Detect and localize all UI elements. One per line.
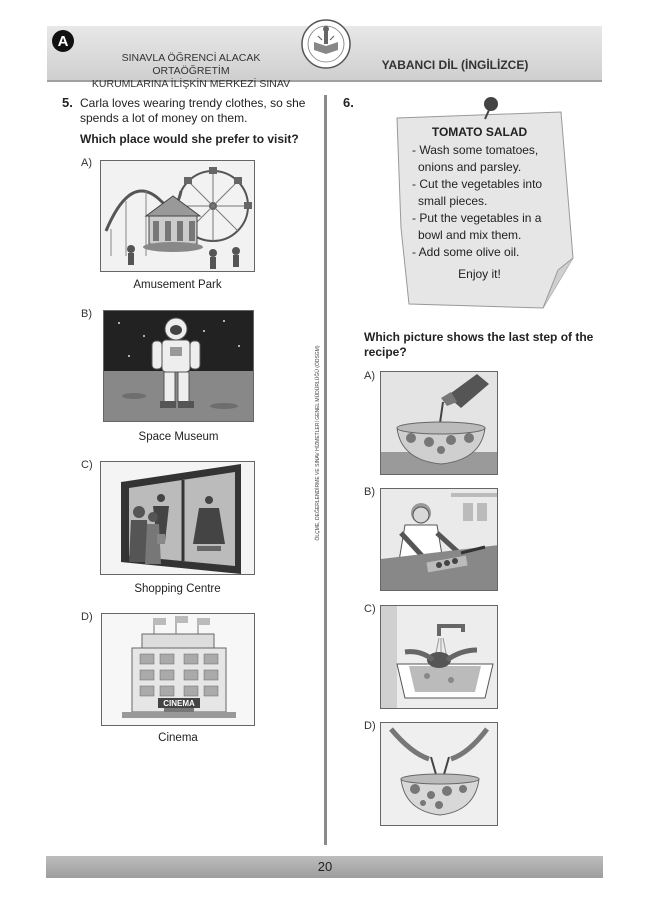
q5-option-c-caption: Shopping Centre [134,583,221,595]
q5-option-b-picture[interactable] [103,310,254,422]
q6-option-b-picture[interactable] [380,488,498,591]
shop-window-icon [101,462,255,575]
q5-question: Which place would she prefer to visit? [80,132,299,146]
q6-option-d-picture[interactable] [380,722,498,826]
q6-option-d-letter: D) [364,720,376,732]
washing-vegetables-icon [381,606,498,709]
exam-title-line2: KURUMLARINA İLİŞKİN MERKEZİ SINAV [91,78,291,90]
q5-option-c-letter: C) [81,459,93,471]
q5-option-b-caption: Space Museum [138,431,219,443]
q6-option-c-letter: C) [364,603,376,615]
page-number: 20 [317,859,333,874]
subject-title: YABANCI DİL (İNGİLİZCE) [381,58,529,72]
q6-option-a-picture[interactable] [380,371,498,475]
cinema-sign: CINEMA [163,699,195,708]
q5-option-d-picture[interactable] [101,613,255,726]
recipe-step: - Wash some tomatoes, onions and parsley. [412,143,539,174]
recipe-step: - Add some olive oil. [412,245,520,259]
chopping-vegetables-icon [381,489,498,591]
q5-text [80,96,315,126]
recipe-step: - Put the vegetables in a bowl and mix them. [412,211,542,242]
q6-option-c-picture[interactable] [380,605,498,709]
ministry-emblem-icon [300,18,352,70]
recipe-title: TOMATO SALAD [431,125,528,139]
q6-question [364,330,604,360]
q6-question-line1: Which picture shows the last step of the [364,330,594,344]
q5-text-line2: spends a lot of money on them. [80,111,248,125]
booklet-badge: A [52,30,74,52]
cinema-building-icon [102,614,255,726]
side-text [311,318,325,568]
q5-option-b-letter: B) [81,308,92,320]
pushpin-icon [480,96,502,120]
q6-question-line2: recipe? [364,345,407,359]
q6-option-b-letter: B) [364,486,375,498]
q5-text-line1: Carla loves wearing trendy clothes, so she [80,96,306,110]
side-text-label: ÖLÇME, DEĞERLENDİRME VE SINAV HİZMETLERİ GENEL MÜDÜRLÜĞÜ (ÖDSGM) [315,345,321,541]
q6-option-a-letter: A) [364,370,375,382]
amusement-park-icon [101,161,255,272]
q5-option-c-picture[interactable] [100,461,255,575]
mixing-salad-icon [381,723,498,826]
q5-option-a-caption: Amusement Park [133,279,222,291]
exam-title [86,52,296,91]
recipe-step: - Cut the vegetables into small pieces. [412,177,543,208]
q5-option-a-letter: A) [81,157,92,169]
q5-option-d-letter: D) [81,611,93,623]
astronaut-icon [104,311,254,422]
q5-option-d-caption: Cinema [158,732,198,744]
q6-number: 6. [343,95,354,110]
q5-option-a-picture[interactable] [100,160,255,272]
recipe-text [412,124,547,283]
exam-title-line1: SINAVLA ÖĞRENCİ ALACAK ORTAÖĞRETİM [121,52,261,77]
pouring-oil-icon [381,372,498,475]
q5-number: 5. [62,95,73,110]
recipe-closing: Enjoy it! [458,267,501,281]
